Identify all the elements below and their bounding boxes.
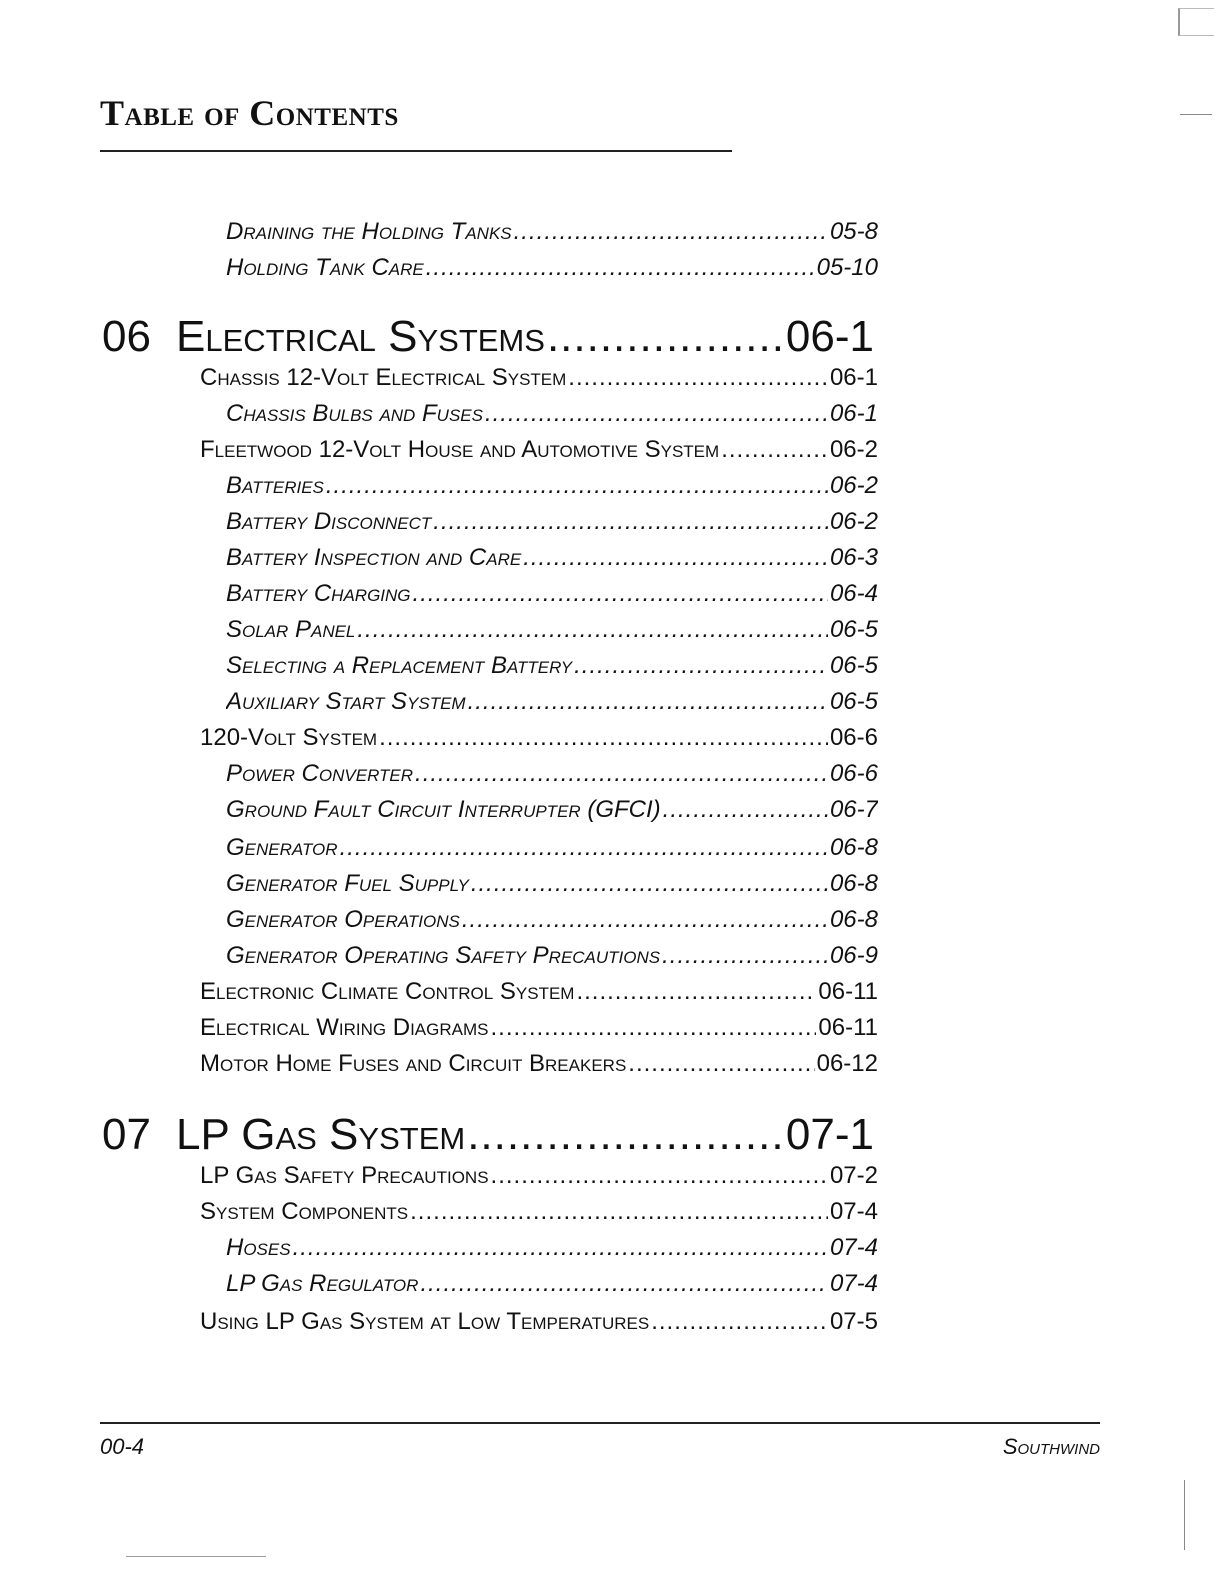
toc-entry-page: 06-6	[829, 724, 878, 751]
toc-entry[interactable]	[226, 906, 878, 940]
toc-entry-page: 06-4	[829, 580, 878, 607]
scan-artifact	[1184, 1480, 1185, 1550]
toc-entry-label: Hoses	[226, 1234, 291, 1261]
toc-entry-label: 120-Volt System	[200, 724, 378, 751]
dot-leader	[379, 724, 828, 752]
dot-leader	[491, 1162, 828, 1190]
toc-entry[interactable]	[200, 364, 878, 398]
toc-entry-label: Electrical Wiring Diagrams	[200, 1014, 489, 1041]
toc-entry-label: Generator Operations	[226, 906, 460, 933]
dot-leader	[514, 218, 828, 246]
section-page: 07-1	[785, 1110, 874, 1159]
toc-entry-page: 07-4	[829, 1198, 878, 1225]
toc-entry-page: 06-5	[829, 652, 878, 679]
toc-entry[interactable]	[226, 254, 878, 288]
footer-page-number: 00-4	[100, 1434, 145, 1459]
dot-leader	[663, 796, 828, 824]
toc-entry-page: 06-11	[818, 978, 878, 1005]
toc-entry-page: 06-9	[829, 942, 878, 969]
toc-entry[interactable]	[226, 796, 878, 830]
toc-entry-page: 06-5	[829, 616, 878, 643]
dot-leader	[485, 400, 828, 428]
toc-entry-page: 05-8	[829, 218, 878, 245]
toc-entry-label: Generator Fuel Supply	[226, 870, 469, 897]
toc-entry-label: LP Gas Regulator	[226, 1270, 419, 1297]
toc-entry-label: Draining the Holding Tanks	[226, 218, 512, 245]
toc-entry-label: Holding Tank Care	[226, 254, 424, 281]
dot-leader	[576, 978, 816, 1006]
dot-leader	[340, 834, 828, 862]
scan-artifact	[1178, 8, 1214, 36]
toc-entry-label: Ground Fault Circuit Interrupter (GFCI)	[226, 796, 661, 823]
dot-leader	[523, 544, 828, 572]
scan-artifact	[1180, 114, 1212, 115]
toc-entry-label: Fleetwood 12-Volt House and Automotive System	[200, 436, 720, 463]
toc-entry[interactable]	[226, 1234, 878, 1268]
toc-entry-label: System Components	[200, 1198, 409, 1225]
toc-entry[interactable]	[200, 436, 878, 470]
toc-entry-page: 07-5	[829, 1308, 878, 1335]
toc-entry[interactable]	[226, 942, 878, 976]
toc-entry-page: 06-2	[829, 436, 878, 463]
toc-entry-page: 06-8	[829, 906, 878, 933]
section-heading-label	[102, 1110, 465, 1160]
toc-entry-label: LP Gas Safety Precautions	[200, 1162, 489, 1189]
section-heading-06[interactable]	[102, 312, 874, 368]
toc-entry-page: 06-2	[829, 472, 878, 499]
dot-leader	[426, 254, 815, 282]
dot-leader	[490, 1014, 816, 1042]
toc-entry[interactable]	[226, 472, 878, 506]
dot-leader	[467, 1110, 784, 1160]
dot-leader	[547, 312, 784, 362]
toc-entry-label: Electronic Climate Control System	[200, 978, 575, 1005]
toc-entry-page: 07-4	[829, 1270, 878, 1297]
dot-leader	[568, 364, 828, 392]
dot-leader	[293, 1234, 828, 1262]
toc-entry[interactable]	[226, 688, 878, 722]
toc-entry[interactable]	[200, 1014, 878, 1048]
section-title: Electrical Systems	[176, 312, 545, 361]
dot-leader	[326, 472, 828, 500]
toc-entry-page: 06-1	[829, 364, 878, 391]
section-number: 07	[102, 1110, 151, 1159]
title-rule	[100, 150, 732, 152]
toc-entry[interactable]	[226, 544, 878, 578]
toc-entry[interactable]	[200, 724, 878, 758]
toc-entry-label: Using LP Gas System at Low Temperatures	[200, 1308, 650, 1335]
toc-entry-page: 06-1	[829, 400, 878, 427]
toc-entry-label: Solar Panel	[226, 616, 356, 643]
dot-leader	[413, 580, 828, 608]
toc-entry-page: 07-4	[829, 1234, 878, 1261]
toc-entry-label: Selecting a Replacement Battery	[226, 652, 573, 679]
dot-leader	[574, 652, 828, 680]
toc-entry[interactable]	[200, 1162, 878, 1196]
toc-entry-page: 05-10	[816, 254, 878, 281]
dot-leader	[415, 760, 828, 788]
toc-entry[interactable]	[200, 978, 878, 1012]
toc-entry[interactable]	[200, 1050, 878, 1084]
dot-leader	[420, 1270, 828, 1298]
toc-entry-page: 06-2	[829, 508, 878, 535]
toc-entry[interactable]	[226, 508, 878, 542]
dot-leader	[471, 870, 828, 898]
toc-entry[interactable]	[226, 400, 878, 434]
page-title: Table of Contents	[100, 93, 399, 133]
dot-leader	[721, 436, 828, 464]
footer-rule	[100, 1422, 1100, 1424]
toc-entry[interactable]	[226, 580, 878, 614]
toc-entry-page: 06-3	[829, 544, 878, 571]
toc-entry-label: Generator Operating Safety Precautions	[226, 942, 661, 969]
dot-leader	[651, 1308, 828, 1336]
section-title: LP Gas System	[176, 1110, 466, 1159]
toc-entry-label: Battery Inspection and Care	[226, 544, 522, 571]
toc-entry-label: Chassis 12-Volt Electrical System	[200, 364, 567, 391]
toc-entry-label: Batteries	[226, 472, 324, 499]
dot-leader	[628, 1050, 814, 1078]
toc-entry[interactable]	[200, 1308, 878, 1342]
toc-entry-page: 06-8	[829, 870, 878, 897]
toc-entry-label: Power Converter	[226, 760, 414, 787]
toc-entry-page: 06-7	[829, 796, 878, 823]
toc-entry-label: Battery Disconnect	[226, 508, 432, 535]
dot-leader	[433, 508, 828, 536]
section-heading-07[interactable]	[102, 1110, 874, 1166]
dot-leader	[462, 906, 828, 934]
toc-entry-page: 06-11	[818, 1014, 878, 1041]
toc-entry-label: Generator	[226, 834, 338, 861]
toc-entry-page: 07-2	[829, 1162, 878, 1189]
toc-entry[interactable]	[226, 870, 878, 904]
dot-leader	[468, 688, 828, 716]
toc-entry-label: Battery Charging	[226, 580, 411, 607]
toc-entry[interactable]	[226, 760, 878, 794]
toc-entry-page: 06-5	[829, 688, 878, 715]
section-heading-label	[102, 312, 545, 362]
toc-entry-label: Motor Home Fuses and Circuit Breakers	[200, 1050, 627, 1077]
toc-entry-page: 06-6	[829, 760, 878, 787]
dot-leader	[662, 942, 828, 970]
scan-artifact	[126, 1556, 266, 1557]
toc-entry[interactable]	[200, 1198, 878, 1232]
toc-entry[interactable]	[226, 218, 878, 252]
toc-entry[interactable]	[226, 1270, 878, 1304]
toc-entry-page: 06-8	[829, 834, 878, 861]
toc-entry-page: 06-12	[816, 1050, 878, 1077]
section-number: 06	[102, 312, 151, 361]
toc-entry-label: Auxiliary Start System	[226, 688, 466, 715]
toc-entry[interactable]	[226, 652, 878, 686]
section-page: 06-1	[785, 312, 874, 361]
toc-entry[interactable]	[226, 616, 878, 650]
dot-leader	[357, 616, 828, 644]
dot-leader	[410, 1198, 828, 1226]
footer-model-name: Southwind	[1002, 1434, 1100, 1459]
toc-entry-label: Chassis Bulbs and Fuses	[226, 400, 483, 427]
toc-entry[interactable]	[226, 834, 878, 868]
